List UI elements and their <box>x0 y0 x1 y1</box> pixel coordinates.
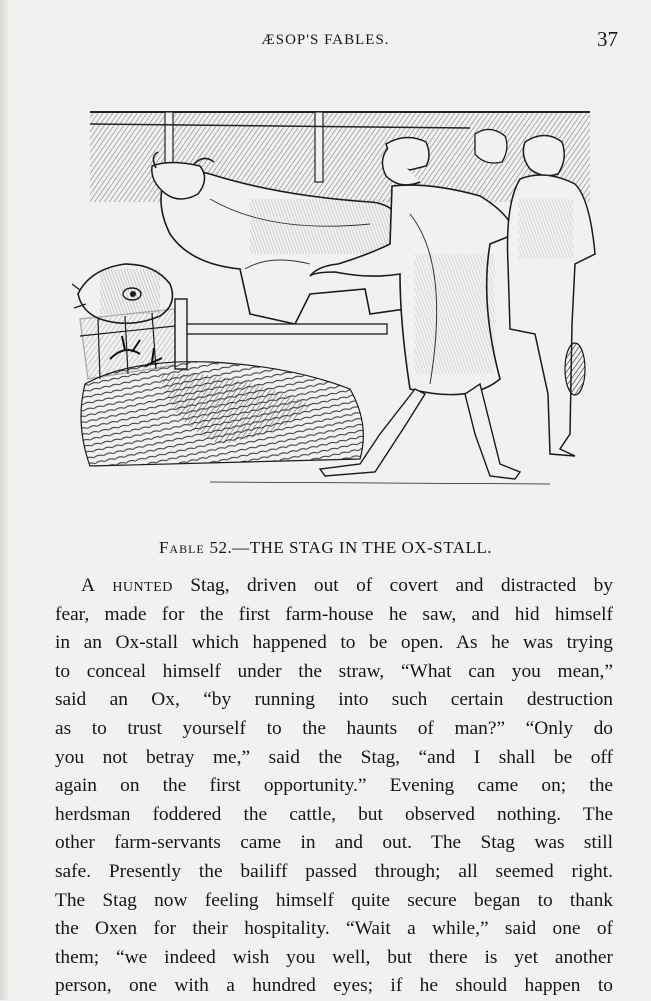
page-number: 37 <box>597 27 618 51</box>
running-head <box>0 27 651 54</box>
lead-words: A hunted <box>81 575 173 596</box>
text-line: as to trust yourself to the haunts of man?” “Only do <box>55 717 613 739</box>
text-line: the Oxen for their hospitality. “Wait a while,” said one of <box>55 918 613 940</box>
text-line: A hunted Stag, driven out of covert and distracted by <box>81 575 613 596</box>
text-line: safe. Presently the bailiff passed through; all seemed right. <box>55 860 613 882</box>
fable-text <box>55 572 613 1001</box>
text-line: them; “we indeed wish you well, but there is yet another <box>55 946 613 968</box>
text-line: said an Ox, “by running into such certain destruction <box>55 689 613 711</box>
text-line: you not betray me,” said the Stag, “and I shall be off <box>55 746 613 768</box>
running-title: ÆSOP'S FABLES. <box>261 32 390 48</box>
text-line: fear, made for the first farm-house he saw, and hid himself <box>55 603 613 625</box>
page-edge <box>0 0 10 1000</box>
fable-caption <box>0 538 651 558</box>
caption-title: 52.—THE STAG IN THE OX-STALL. <box>204 538 493 557</box>
text-line: in an Ox-stall which happened to be open. As he was trying <box>55 632 613 654</box>
text-line: herdsman foddered the cattle, but observed nothing. The <box>55 803 613 825</box>
text-line: person, one with a hundred eyes; if he should happen to <box>55 975 613 997</box>
text-line: other farm-servants came in and out. The Stag was still <box>55 832 613 854</box>
fable-illustration <box>70 104 600 499</box>
text-line: again on the first opportunity.” Evening came on; the <box>55 775 613 797</box>
text-line: to conceal himself under the straw, “What can you mean,” <box>55 660 613 682</box>
text-line: The Stag now feeling himself quite secure began to thank <box>55 889 613 911</box>
caption-fable-word: Fable <box>158 538 205 557</box>
